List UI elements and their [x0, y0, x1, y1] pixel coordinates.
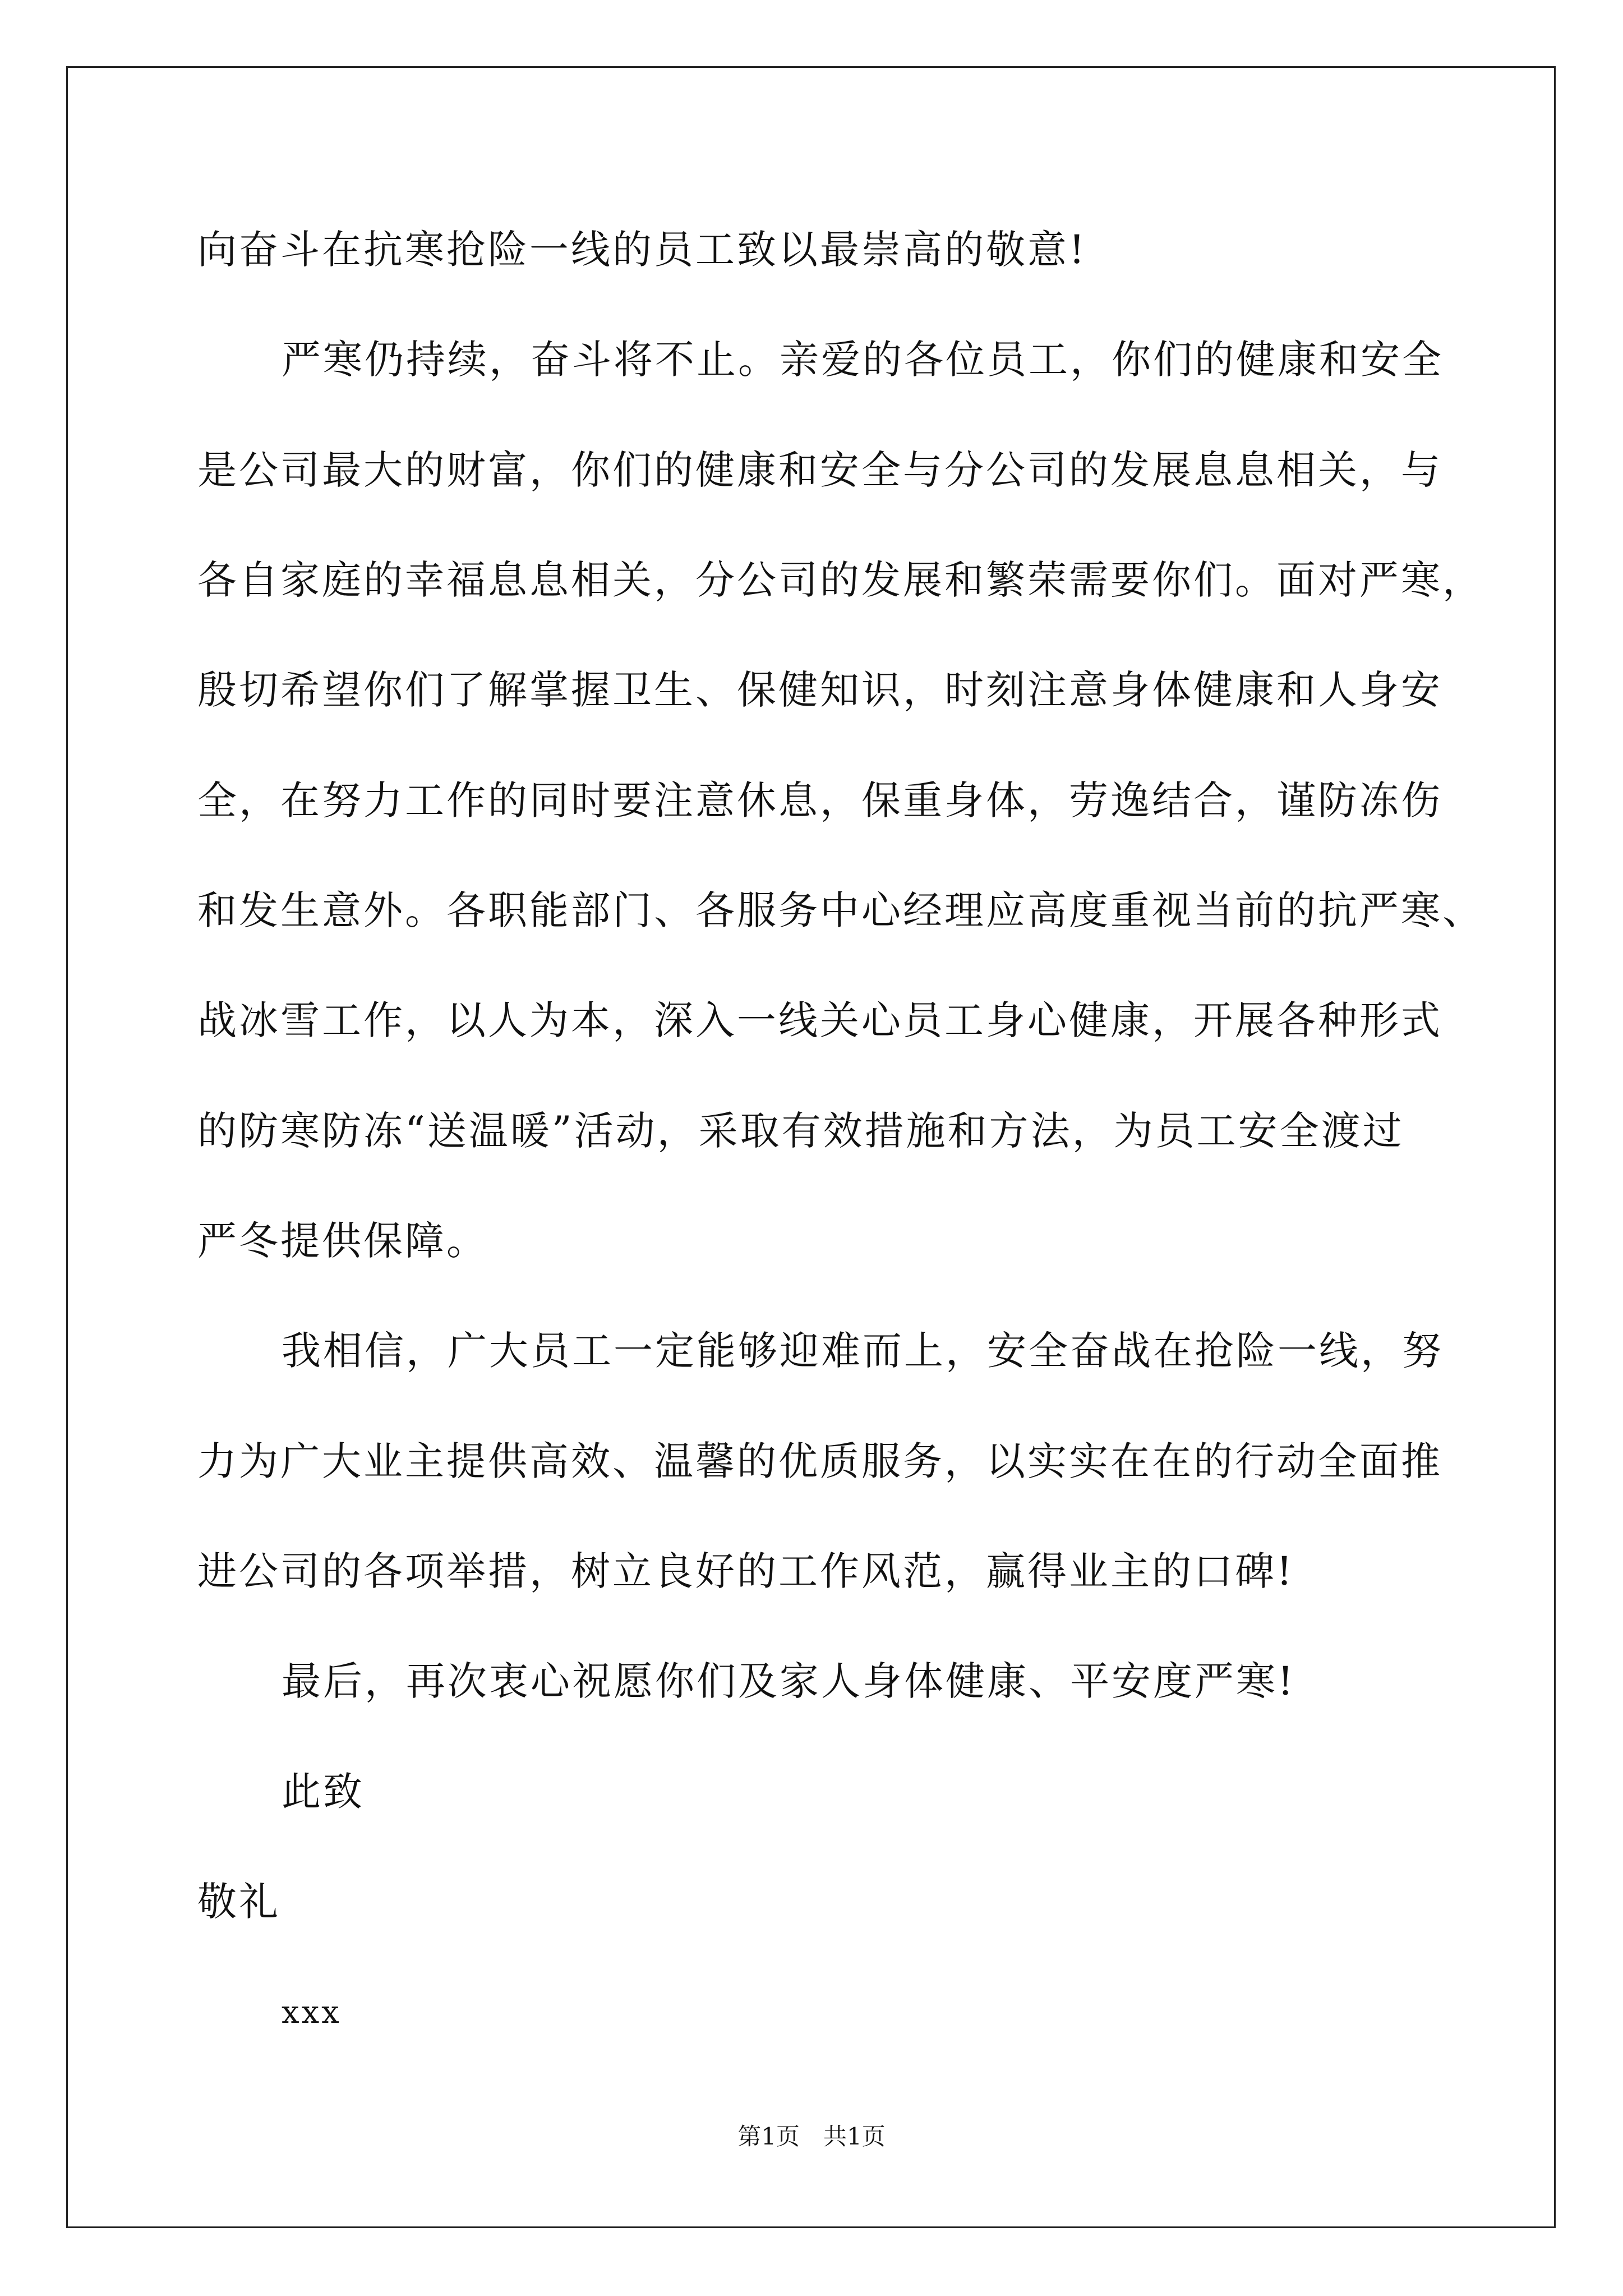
- page-footer: 第1页 共1页: [737, 2123, 886, 2150]
- paragraph-line: 全，在努力工作的同时要注意休息，保重身体，劳逸结合，谨防冻伤: [197, 777, 1442, 823]
- paragraph-line: 战冰雪工作，以人为本，深入一线关心员工身心健康，开展各种形式: [197, 997, 1442, 1043]
- paragraph-line: 严冬提供保障。: [197, 1218, 488, 1264]
- closing-text: 此致: [282, 1769, 365, 1815]
- paragraph-line: 力为广大业主提供高效、温馨的优质服务，以实实在在的行动全面推: [197, 1438, 1442, 1484]
- paragraph-line: 进公司的各项举措，树立良好的工作风范，赢得业主的口碑!: [197, 1548, 1295, 1594]
- paragraph-line: 最后，再次衷心祝愿你们及家人身体健康、平安度严寒!: [282, 1658, 1296, 1704]
- salutation-text: 敬礼: [197, 1879, 280, 1925]
- signature-text: xxx: [282, 1994, 342, 2031]
- paragraph-line: 各自家庭的幸福息息相关，分公司的发展和繁荣需要你们。面对严寒，: [197, 557, 1484, 603]
- paragraph-line: 向奋斗在抗寒抢险一线的员工致以最崇高的敬意!: [197, 227, 1087, 273]
- paragraph-line: 是公司最大的财富，你们的健康和安全与分公司的发展息息相关，与: [197, 447, 1442, 493]
- paragraph-line: 严寒仍持续，奋斗将不止。亲爱的各位员工，你们的健康和安全: [282, 337, 1444, 383]
- paragraph-line: 我相信，广大员工一定能够迎难而上，安全奋战在抢险一线，努: [282, 1328, 1444, 1374]
- paragraph-line: 的防寒防冻“送温暖”活动，采取有效措施和方法，为员工安全渡过: [197, 1108, 1404, 1154]
- paragraph-line: 殷切希望你们了解掌握卫生、保健知识，时刻注意身体健康和人身安: [197, 667, 1442, 713]
- paragraph-line: 和发生意外。各职能部门、各服务中心经理应高度重视当前的抗严寒、: [197, 887, 1484, 933]
